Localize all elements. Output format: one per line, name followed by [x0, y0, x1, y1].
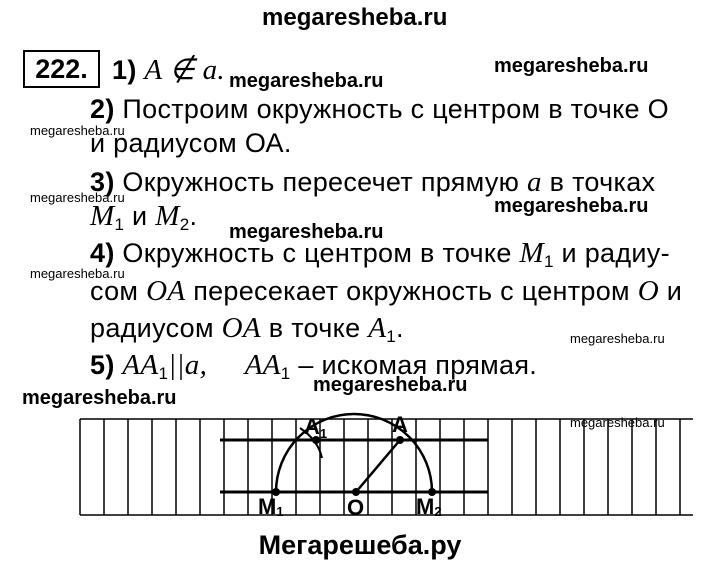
step-number: 1): [112, 55, 137, 85]
segment-aa1: $AA_1$: [244, 349, 291, 383]
label-a1: A1: [304, 414, 328, 441]
watermark-small-left: megaresheba.ru: [30, 266, 125, 281]
watermark-center: megaresheba.ru: [229, 221, 384, 243]
step-text: Окружность пересечет прямую: [122, 167, 520, 197]
point-a-dot: [396, 436, 404, 444]
watermark-right: megaresheba.ru: [494, 195, 649, 217]
step-text: в точке: [268, 313, 361, 343]
grid: [80, 419, 693, 515]
step-text: – искомая прямая.: [298, 350, 538, 380]
step-3-cont: $M_1$ и $M_2$.: [90, 200, 198, 234]
segment-oa: OA: [221, 312, 261, 344]
line-var: a: [527, 166, 542, 198]
step-text: в точках: [549, 167, 656, 197]
step-text: пересекает окружность с центром: [193, 276, 630, 306]
step-formula: A ∉ a.: [144, 54, 225, 86]
watermark-small-right: megaresheba.ru: [570, 415, 665, 430]
problem-number: 222.: [23, 50, 100, 88]
step-number: 4): [90, 238, 115, 268]
step-number: 5): [90, 350, 115, 380]
step-number: 3): [90, 167, 115, 197]
step-text: и: [132, 201, 148, 231]
step-text: сом: [90, 276, 139, 306]
segment-aa1: $AA_1$: [122, 349, 169, 383]
watermark-small-left: megaresheba.ru: [30, 123, 125, 138]
circle-arc-o: [276, 414, 432, 492]
step-text: Построим окружность с центром в точке О: [122, 94, 669, 124]
step-number: 2): [90, 94, 115, 124]
label-m1: M1: [258, 494, 284, 519]
label-m2: M2: [416, 494, 442, 519]
watermark-center: megaresheba.ru: [229, 70, 384, 92]
point-o: O: [637, 275, 659, 307]
watermark-top: megaresheba.ru: [262, 4, 448, 31]
watermark-small-right: megaresheba.ru: [570, 331, 665, 346]
step-text: Окружность с центром в точке: [122, 238, 512, 268]
label-o: O: [347, 495, 365, 520]
point-a1: $A_1$: [368, 312, 396, 346]
point-m2: $M_2$: [155, 200, 190, 234]
watermark-center: megaresheba.ru: [313, 374, 468, 396]
step-text: и радиусом ОА.: [90, 128, 292, 158]
watermark-left-large: megaresheba.ru: [22, 387, 177, 409]
segment-oa: [356, 440, 400, 492]
parallel-sign: ||a,: [168, 349, 208, 381]
point-m1: $M_1$: [90, 200, 125, 234]
step-text: радиусом: [90, 313, 214, 343]
label-a: A: [392, 412, 408, 437]
point-m1: $M_1$: [519, 237, 554, 271]
segment-oa: OA: [146, 275, 186, 307]
watermark-right: megaresheba.ru: [494, 55, 649, 77]
footer-site-name: Мегарешеба.ру: [258, 530, 462, 560]
watermark-small-left: megaresheba.ru: [30, 190, 125, 205]
step-4-line3: радиусом OA в точке $A_1$.: [90, 312, 404, 346]
step-text: и радиу-: [561, 238, 670, 268]
step-text: и: [666, 276, 683, 306]
